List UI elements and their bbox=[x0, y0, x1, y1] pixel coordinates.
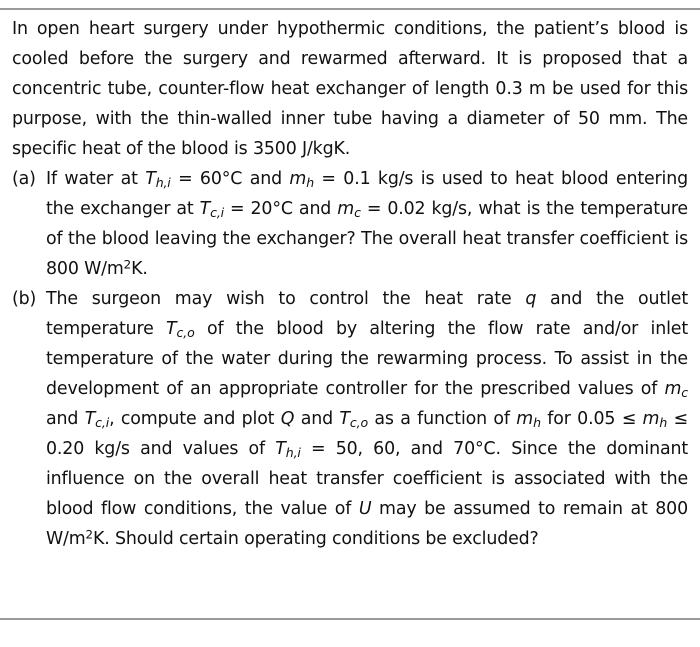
subscript-c: c bbox=[681, 385, 688, 401]
symbol-U: U bbox=[358, 499, 372, 519]
subscript-hi: h,i bbox=[155, 175, 171, 191]
symbol-T: T bbox=[275, 439, 286, 459]
symbol-m: m bbox=[516, 409, 534, 429]
part-b-text-10: = 50, 60, and 70°C. Since the dominant influence on the overall heat transfer coefficient is associated with the blood flow conditions, the value of bbox=[46, 439, 688, 519]
intro-paragraph bbox=[12, 14, 688, 164]
symbol-T: T bbox=[199, 199, 211, 219]
part-a-text-6: K. bbox=[131, 259, 148, 279]
part-b-text-9: ≤ 0.20 kg/s and values of bbox=[46, 409, 688, 459]
symbol-Q: Q bbox=[280, 409, 295, 429]
part-b-text-12: K. Should certain operating conditions be excluded? bbox=[92, 529, 539, 549]
superscript-2: 2 bbox=[85, 527, 93, 542]
symbol-m: m bbox=[289, 169, 307, 189]
symbol-T: T bbox=[339, 409, 350, 429]
subscript-h: h bbox=[306, 175, 314, 191]
subscript-c: c bbox=[354, 205, 361, 221]
intro-text: In open heart surgery under hypothermic conditions, the patient’s blood is cooled before the surgery and rewarmed afterward. It is proposed that a concentric tube, counter-flow heat exchanger of length 0.3 m be used for this purpose, with the thin-walled inner tube having a diameter of 50 mm. The specific heat of the blood is 3500 J/kgK. bbox=[12, 19, 688, 159]
part-a-text-4: = 20°C and bbox=[223, 199, 338, 219]
subscript-hi: h,i bbox=[285, 445, 301, 461]
symbol-m: m bbox=[642, 409, 660, 429]
symbol-T: T bbox=[84, 409, 96, 429]
part-b-text-3: of the blood by altering the flow rate and/or inlet temperature of the water during the rewarming process. To assist in the development of an appropriate controller for the prescribed values of bbox=[46, 319, 688, 399]
part-a bbox=[12, 164, 688, 284]
bottom-rule bbox=[0, 618, 700, 620]
subscript-h: h bbox=[659, 415, 668, 431]
part-b-text-11: may be assumed to remain at 800 W/m bbox=[46, 499, 688, 549]
subscript-h: h bbox=[533, 415, 541, 431]
symbol-T: T bbox=[166, 319, 177, 339]
subscript-co: c,o bbox=[349, 415, 368, 431]
superscript-2: 2 bbox=[123, 257, 132, 272]
part-a-text-2: = 60°C and bbox=[170, 169, 290, 189]
part-a-label: (a) bbox=[12, 169, 36, 189]
part-b-text-7: as a function of bbox=[367, 409, 517, 429]
part-b-text-6: and bbox=[294, 409, 340, 429]
part-b-text-1: The surgeon may wish to control the heat rate bbox=[46, 289, 526, 309]
part-b-label: (b) bbox=[12, 289, 37, 309]
part-a-text-1: If water at bbox=[46, 169, 146, 189]
subscript-co: c,o bbox=[176, 325, 195, 341]
part-b-text-8: for 0.05 ≤ bbox=[540, 409, 643, 429]
part-b bbox=[12, 284, 688, 554]
subscript-ci: c,i bbox=[210, 205, 224, 221]
symbol-m: m bbox=[337, 199, 355, 219]
problem-text bbox=[12, 14, 688, 554]
symbol-T: T bbox=[145, 169, 156, 189]
part-b-text-4: and bbox=[46, 409, 85, 429]
part-b-text-2: and the outlet temperature bbox=[46, 289, 688, 339]
symbol-q: q bbox=[525, 289, 537, 309]
top-rule bbox=[0, 8, 700, 10]
part-a-text-3: = 0.1 kg/s is used to heat blood entering the exchanger at bbox=[46, 169, 688, 219]
part-b-text-5: , compute and plot bbox=[109, 409, 281, 429]
part-a-text-5: = 0.02 kg/s, what is the temperature of the blood leaving the exchanger? The overall heat transfer coefficient is 800 W/m bbox=[46, 199, 688, 279]
symbol-m: m bbox=[664, 379, 682, 399]
subscript-ci: c,i bbox=[95, 415, 110, 431]
